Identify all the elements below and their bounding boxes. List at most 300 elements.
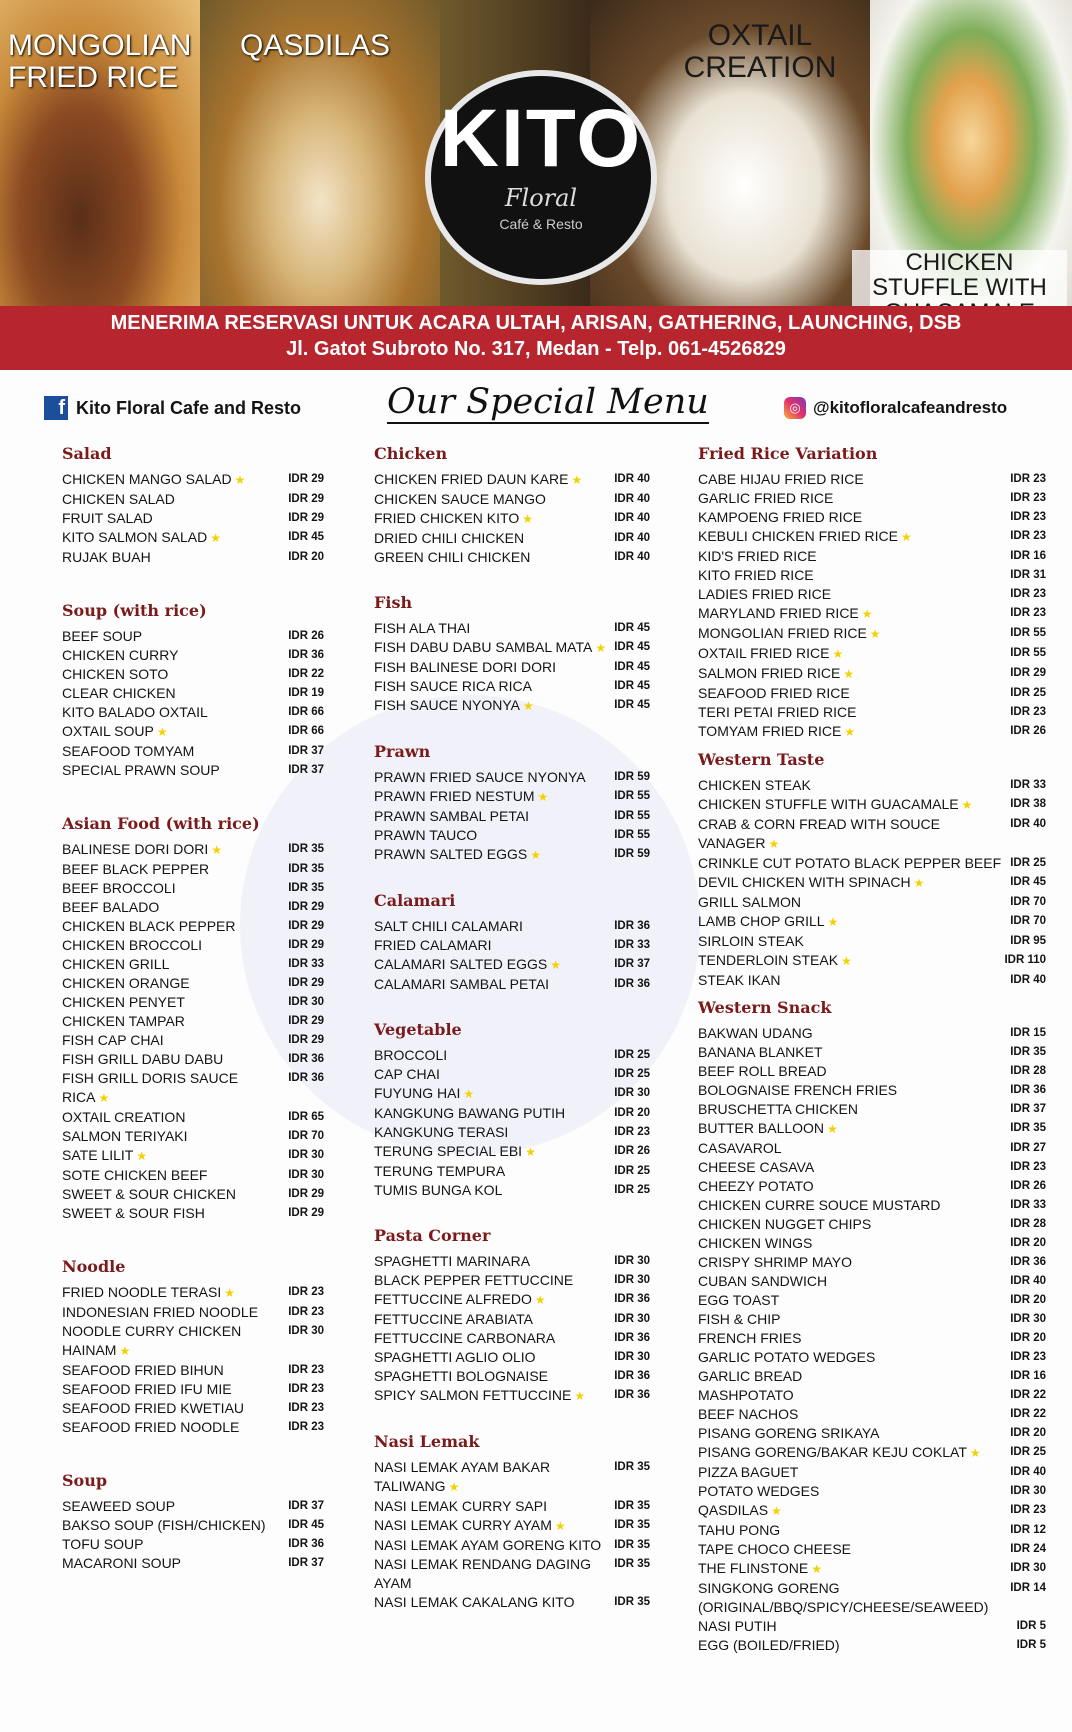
section-heading: Noodle — [62, 1257, 126, 1276]
item-price: IDR 30 — [288, 996, 324, 1008]
item-name-text: BEEF SOUP — [62, 628, 143, 644]
item-price: IDR 30 — [1010, 1313, 1046, 1325]
item-name — [698, 1559, 822, 1579]
item-name — [374, 936, 491, 955]
item-name — [62, 1185, 236, 1204]
item-price: IDR 12 — [1010, 1524, 1046, 1536]
item-price: IDR 5 — [1016, 1620, 1046, 1632]
item-name — [698, 1521, 780, 1540]
item-name — [374, 1252, 530, 1271]
item-name-text: FISH DABU DABU SAMBAL MATA — [374, 639, 593, 655]
menu-item — [698, 1501, 1046, 1521]
star-icon: ★ — [554, 1519, 566, 1533]
item-price: IDR 35 — [1010, 1046, 1046, 1058]
item-name — [374, 955, 561, 975]
item-name-text: GARLIC FRIED RICE — [698, 490, 834, 506]
menu-item — [374, 787, 650, 807]
item-name-text: NASI LEMAK AYAM GORENG KITO — [374, 1537, 602, 1553]
menu-section — [374, 1432, 650, 1612]
item-name — [62, 1322, 288, 1361]
item-name-text: CHEESE CASAVA — [698, 1159, 815, 1175]
item-name-text: SEAWEED SOUP — [62, 1498, 176, 1514]
item-name — [698, 1636, 840, 1655]
item-name-text: BAKWAN UDANG — [698, 1025, 813, 1041]
item-name — [62, 936, 202, 955]
item-price: IDR 29 — [288, 901, 324, 913]
item-name-text: KAMPOENG FRIED RICE — [698, 509, 863, 525]
item-name — [62, 1361, 224, 1380]
section-heading: Asian Food (with rice) — [62, 814, 260, 833]
item-name — [698, 527, 912, 547]
item-name-text: NASI LEMAK CURRY SAPI — [374, 1498, 547, 1514]
item-name — [374, 638, 606, 658]
menu-item — [698, 912, 1046, 932]
item-name — [62, 470, 245, 490]
star-icon: ★ — [523, 699, 534, 713]
menu-item — [698, 1405, 1046, 1424]
item-name-text: SALMON FRIED RICE — [698, 665, 841, 681]
menu-item — [698, 527, 1046, 547]
item-name — [698, 971, 780, 990]
menu-item — [374, 470, 650, 490]
item-name — [698, 1234, 812, 1253]
menu-item — [62, 1535, 324, 1554]
item-name-text: TERI PETAI FRIED RICE — [698, 704, 857, 720]
item-price: IDR 36 — [1010, 1084, 1046, 1096]
reservation-strip — [0, 306, 1072, 370]
section-heading: Salad — [62, 444, 112, 463]
menu-item — [698, 1043, 1046, 1062]
menu-item — [62, 1050, 324, 1069]
menu-item — [698, 815, 1046, 854]
item-price: IDR 25 — [1010, 857, 1046, 869]
item-name-text: FETTUCCINE CARBONARA — [374, 1330, 556, 1346]
star-icon: ★ — [463, 1087, 475, 1101]
item-name-text: OXTAIL SOUP — [62, 723, 154, 739]
item-price: IDR 23 — [1010, 607, 1046, 619]
item-price: IDR 33 — [1010, 779, 1046, 791]
item-price: IDR 45 — [288, 531, 324, 543]
item-name — [374, 490, 546, 509]
dish-caption: MONGOLIAN FRIED RICE — [8, 29, 192, 94]
item-name-text: BEEF NACHOS — [698, 1406, 799, 1422]
item-name — [62, 1146, 147, 1166]
menu-item — [62, 1108, 324, 1127]
item-name — [62, 490, 175, 509]
item-name — [62, 665, 168, 684]
item-name — [698, 854, 1001, 873]
item-price: IDR 45 — [614, 680, 650, 692]
item-price: IDR 45 — [614, 699, 650, 711]
menu-item — [698, 684, 1046, 703]
section-heading: Western Taste — [698, 750, 825, 769]
item-name-text: THE FLINSTONE — [698, 1560, 809, 1576]
item-price: IDR 23 — [288, 1421, 324, 1433]
menu-item — [62, 1012, 324, 1031]
menu-item — [374, 845, 650, 865]
menu-item — [698, 795, 1046, 815]
item-name — [698, 1348, 875, 1367]
item-name — [698, 703, 856, 722]
item-price: IDR 29 — [288, 939, 324, 951]
item-name-text: CHICKEN ORANGE — [62, 975, 190, 991]
star-icon: ★ — [768, 837, 780, 851]
item-price: IDR 59 — [614, 848, 650, 860]
menu-item — [374, 1162, 650, 1181]
item-price: IDR 70 — [1010, 896, 1046, 908]
menu-section — [62, 601, 324, 780]
menu-item — [374, 1123, 650, 1142]
menu-item — [374, 826, 650, 845]
item-name — [698, 566, 814, 585]
item-name-text: FISH & CHIP — [698, 1311, 781, 1327]
menu-item — [698, 1234, 1046, 1253]
item-price: IDR 55 — [614, 810, 650, 822]
menu-item — [62, 1497, 324, 1516]
item-name-text: FISH GRILL DORIS SAUCE RICA — [62, 1070, 239, 1105]
item-name — [698, 1043, 823, 1062]
item-price: IDR 37 — [288, 1500, 324, 1512]
item-name-text: MASHPOTATO — [698, 1387, 794, 1403]
item-name — [698, 932, 804, 951]
item-name-text: CHICKEN CURRE SOUCE MUSTARD — [698, 1197, 941, 1213]
item-name-text: KEBULI CHICKEN FRIED RICE — [698, 528, 898, 544]
facebook-handle — [44, 388, 301, 428]
item-name-text: CHEEZY POTATO — [698, 1178, 814, 1194]
menu-item — [698, 776, 1046, 795]
menu-item — [62, 1069, 324, 1108]
menu-section — [698, 444, 1046, 742]
item-name-text: TOMYAM FRIED RICE — [698, 723, 842, 739]
instagram-handle — [784, 388, 1007, 428]
item-price: IDR 30 — [614, 1087, 650, 1099]
menu-item — [698, 585, 1046, 604]
item-price: IDR 30 — [1010, 1562, 1046, 1574]
item-name-text: CHICKEN WINGS — [698, 1235, 813, 1251]
logo-script: Floral — [504, 184, 578, 212]
item-price: IDR 30 — [1010, 1485, 1046, 1497]
item-name-text: CUBAN SANDWICH — [698, 1273, 828, 1289]
dish-caption: OXTAIL CREATION — [683, 19, 837, 84]
item-name-text: SEAFOOD FRIED RICE — [698, 685, 850, 701]
item-name — [698, 1405, 798, 1424]
item-name-text: RUJAK BUAH — [62, 549, 151, 565]
item-name — [62, 1535, 143, 1554]
item-name-text: NASI LEMAK RENDANG DAGING AYAM — [374, 1556, 592, 1591]
item-price: IDR 35 — [614, 1539, 650, 1551]
item-price: IDR 16 — [1010, 1370, 1046, 1382]
item-price: IDR 110 — [1004, 954, 1046, 966]
section-heading: Fried Rice Variation — [698, 444, 878, 463]
star-icon: ★ — [827, 1122, 838, 1136]
item-name — [62, 993, 185, 1012]
item-price: IDR 70 — [1010, 915, 1046, 927]
item-name — [62, 509, 153, 528]
item-name — [374, 1497, 547, 1516]
menu-item — [698, 1272, 1046, 1291]
item-name — [374, 1367, 548, 1386]
item-name — [374, 807, 529, 826]
menu-item — [62, 860, 324, 879]
item-name-text: SPAGHETTI BOLOGNAISE — [374, 1368, 549, 1384]
item-name-text: CASAVAROL — [698, 1140, 782, 1156]
menu-item — [374, 1536, 650, 1555]
logo-subtitle: Café & Resto — [499, 216, 583, 232]
item-name-text: CHICKEN NUGGET CHIPS — [698, 1216, 872, 1232]
item-price: IDR 23 — [1010, 1504, 1046, 1516]
item-price: IDR 16 — [1010, 550, 1046, 562]
item-price: IDR 25 — [614, 1184, 650, 1196]
item-name-text: BEEF ROLL BREAD — [698, 1063, 827, 1079]
item-name — [62, 548, 151, 567]
menu-section — [62, 1257, 324, 1437]
menu-item — [698, 644, 1046, 664]
item-price: IDR 70 — [288, 1130, 324, 1142]
item-price: IDR 35 — [288, 882, 324, 894]
item-price: IDR 20 — [614, 1107, 650, 1119]
star-icon: ★ — [832, 647, 844, 661]
item-name — [698, 1443, 981, 1463]
item-name-text: PISANG GORENG SRIKAYA — [698, 1425, 880, 1441]
item-name — [698, 1367, 802, 1386]
dish-caption: CHICKEN STUFFLE WITH — [852, 250, 1067, 326]
item-price: IDR 36 — [288, 1538, 324, 1550]
menu-item — [62, 1146, 324, 1166]
item-name-text: KANGKUNG BAWANG PUTIH — [374, 1105, 566, 1121]
item-name — [374, 1104, 565, 1123]
item-price: IDR 15 — [1010, 1027, 1046, 1039]
menu-item — [62, 1127, 324, 1146]
star-icon: ★ — [522, 512, 533, 526]
menu-section — [374, 891, 650, 994]
item-price: IDR 23 — [1010, 1351, 1046, 1363]
item-name-text: SWEET & SOUR FISH — [62, 1205, 205, 1221]
menu-item — [374, 768, 650, 787]
menu-item — [374, 1367, 650, 1386]
item-name — [374, 1065, 440, 1084]
item-name-text: TOFU SOUP — [62, 1536, 144, 1552]
item-name-text: FUYUNG HAI — [374, 1085, 461, 1101]
star-icon: ★ — [156, 725, 168, 739]
item-name-text: PIZZA BAGUET — [698, 1464, 799, 1480]
menu-section — [62, 1471, 324, 1573]
item-name-text: PRAWN FRIED NESTUM — [374, 788, 535, 804]
item-name — [62, 646, 178, 665]
menu-item — [698, 1559, 1046, 1579]
item-price: IDR 28 — [1010, 1065, 1046, 1077]
menu-item — [374, 807, 650, 826]
item-price: IDR 36 — [288, 1072, 324, 1084]
item-name-text: PISANG GORENG/BAKAR KEJU COKLAT — [698, 1444, 967, 1460]
menu-item — [698, 547, 1046, 566]
menu-item — [698, 664, 1046, 684]
menu-item — [698, 1253, 1046, 1272]
menu-item — [62, 1204, 324, 1223]
item-price: IDR 26 — [1010, 1180, 1046, 1192]
item-name — [62, 879, 176, 898]
menu-item — [62, 490, 324, 509]
menu-item — [698, 1424, 1046, 1443]
menu-item — [698, 1158, 1046, 1177]
item-price: IDR 33 — [614, 939, 650, 951]
menu-item — [698, 873, 1046, 893]
menu-item — [62, 840, 324, 860]
item-name — [374, 975, 549, 994]
item-price: IDR 66 — [288, 725, 324, 737]
item-name — [62, 1554, 181, 1573]
item-name-text: CHICKEN BLACK PEPPER — [62, 918, 236, 934]
menu-item — [374, 490, 650, 509]
item-price: IDR 40 — [614, 512, 650, 524]
item-name-text: FISH BALINESE DORI DORI — [374, 659, 557, 675]
item-name-text: PRAWN FRIED SAUCE NYONYA — [374, 769, 586, 785]
menu-item — [698, 1617, 1046, 1636]
item-name — [698, 1291, 779, 1310]
section-heading: Chicken — [374, 444, 448, 463]
item-name-text: CALAMARI SAMBAL PETAI — [374, 976, 550, 992]
menu-item — [62, 1283, 324, 1303]
menu-section — [62, 814, 324, 1223]
item-name — [62, 974, 190, 993]
menu-item — [62, 509, 324, 528]
menu-item — [698, 624, 1046, 644]
star-icon: ★ — [900, 530, 912, 544]
item-name — [698, 795, 972, 815]
item-name-text: FISH ALA THAI — [374, 620, 471, 636]
item-price: IDR 14 — [1010, 1582, 1046, 1594]
item-name — [698, 893, 801, 912]
item-price: IDR 40 — [1010, 818, 1046, 830]
menu-item — [698, 1291, 1046, 1310]
item-name-text: CHICKEN FRIED DAUN KARE — [374, 471, 569, 487]
item-price: IDR 27 — [1010, 1142, 1046, 1154]
item-name-text: OXTAIL CREATION — [62, 1109, 186, 1125]
menu-item — [698, 1443, 1046, 1463]
menu-section — [62, 444, 324, 567]
section-heading: Soup — [62, 1471, 108, 1490]
item-name-text: LADIES FRIED RICE — [698, 586, 832, 602]
menu-item — [62, 1361, 324, 1380]
item-name-text: POTATO WEDGES — [698, 1483, 820, 1499]
menu-item — [62, 1185, 324, 1204]
item-name-text: FETTUCCINE ALFREDO — [374, 1291, 532, 1307]
star-icon: ★ — [525, 1145, 536, 1159]
menu-item — [698, 1367, 1046, 1386]
star-icon: ★ — [961, 798, 973, 812]
item-price: IDR 36 — [614, 920, 650, 932]
section-heading: Pasta Corner — [374, 1226, 491, 1245]
item-name-text: FRENCH FRIES — [698, 1330, 802, 1346]
item-name — [698, 815, 1010, 854]
menu-item — [698, 951, 1046, 971]
item-price: IDR 36 — [614, 1332, 650, 1344]
address-text: Jl. Gatot Subroto No. 317, Medan - Telp. 061-4526829 — [286, 338, 786, 360]
item-price: IDR 23 — [1010, 511, 1046, 523]
item-name-text: EGG (BOILED/FRIED) — [698, 1637, 840, 1653]
star-icon: ★ — [448, 1480, 460, 1494]
item-name — [62, 860, 209, 879]
item-name-text: BALINESE DORI DORI — [62, 841, 209, 857]
item-price: IDR 20 — [288, 551, 324, 563]
menu-item — [374, 696, 650, 716]
menu-item — [698, 470, 1046, 489]
star-icon: ★ — [234, 473, 246, 487]
menu-item — [374, 619, 650, 638]
menu-item — [374, 1290, 650, 1310]
item-price: IDR 30 — [614, 1351, 650, 1363]
item-name — [62, 1108, 185, 1127]
item-price: IDR 23 — [1010, 706, 1046, 718]
item-price: IDR 36 — [614, 978, 650, 990]
menu-section — [374, 593, 650, 716]
item-name-text: TENDERLOIN STEAK — [698, 952, 839, 968]
item-name-text: BANANA BLANKET — [698, 1044, 823, 1060]
item-name-text: FRIED CALAMARI — [374, 937, 492, 953]
item-name-text: NASI LEMAK CURRY AYAM — [374, 1517, 552, 1533]
item-name-text: BRUSCHETTA CHICKEN — [698, 1101, 858, 1117]
item-price: IDR 66 — [288, 706, 324, 718]
menu-item — [374, 975, 650, 994]
item-price: IDR 33 — [288, 958, 324, 970]
item-price: IDR 29 — [288, 493, 324, 505]
item-name — [62, 1204, 205, 1223]
item-name — [374, 1458, 614, 1497]
item-name — [374, 696, 534, 716]
star-icon: ★ — [98, 1091, 110, 1105]
item-price: IDR 40 — [1010, 974, 1046, 986]
item-price: IDR 23 — [1010, 492, 1046, 504]
item-price: IDR 36 — [614, 1389, 650, 1401]
item-name-text: FRIED NOODLE TERASI — [62, 1284, 222, 1300]
item-name — [374, 1536, 601, 1555]
item-name-text: MARYLAND FRIED RICE — [698, 605, 859, 621]
item-name-text: GRILL SALMON — [698, 894, 801, 910]
item-name-text: NOODLE CURRY CHICKEN HAINAM — [62, 1323, 242, 1358]
menu-item — [374, 1593, 650, 1612]
menu-section — [374, 1226, 650, 1406]
item-name — [374, 768, 586, 787]
item-name-text: SEAFOOD FRIED NOODLE — [62, 1419, 240, 1435]
item-price: IDR 19 — [288, 687, 324, 699]
item-name-text: CAP CHAI — [374, 1066, 440, 1082]
menu-item — [698, 722, 1046, 742]
item-price: IDR 36 — [288, 1053, 324, 1065]
menu-item — [698, 893, 1046, 912]
item-name-text: OXTAIL FRIED RICE — [698, 645, 830, 661]
item-name — [374, 1162, 505, 1181]
item-name-text: SPICY SALMON FETTUCCINE — [374, 1387, 572, 1403]
item-name — [698, 1463, 798, 1482]
star-icon: ★ — [534, 1293, 546, 1307]
item-price: IDR 38 — [1010, 798, 1046, 810]
item-price: IDR 37 — [614, 958, 650, 970]
facebook-icon: f — [44, 396, 68, 420]
menu-item — [374, 509, 650, 529]
item-name — [374, 619, 470, 638]
item-name — [698, 1253, 852, 1272]
item-name-text: CHICKEN BROCCOLI — [62, 937, 203, 953]
item-name — [698, 912, 838, 932]
item-name-text: SINGKONG GORENG (ORIGINAL/BBQ/SPICY/CHEESE/SEAWEED) — [698, 1580, 989, 1615]
item-name-text: PRAWN TAUCO — [374, 827, 478, 843]
menu-item — [62, 1303, 324, 1322]
menu-item — [698, 932, 1046, 951]
menu-item — [374, 1348, 650, 1367]
menu-column-2 — [374, 444, 650, 1612]
item-name-text: CRAB & CORN FREAD WITH SOUCE VANAGER — [698, 816, 940, 851]
menu-item — [62, 761, 324, 780]
menu-item — [374, 1142, 650, 1162]
